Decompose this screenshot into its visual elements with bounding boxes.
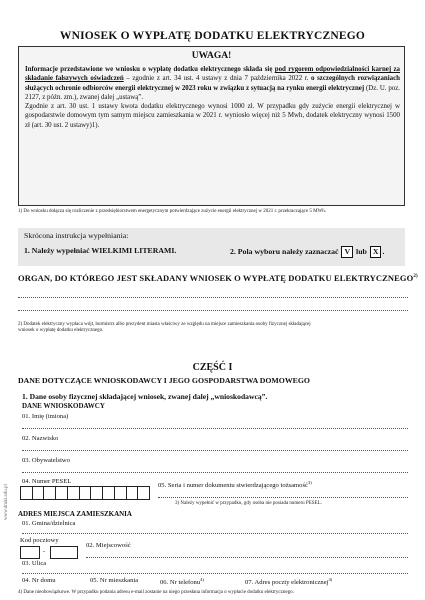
warning-text bbox=[25, 65, 400, 130]
watermark-text: www.druki.edu.pl bbox=[4, 484, 9, 520]
organ-sup: 2) bbox=[413, 274, 418, 280]
warning-p1-rest: – zgodnie z art. 34 ust. 4 ustawy z dnia 7 października 2022 r. bbox=[123, 75, 312, 83]
field-04-label: 04. Numer PESEL bbox=[22, 478, 72, 485]
warning-p1-bold-a: Informacje przedstawione we wniosku o wypłatę dodatku elektrycznego składa się bbox=[25, 66, 275, 73]
subsection-1-heading: 1. Dane osoby fizycznej składającej wniosek, zwanej dalej „wnioskodawcą”. bbox=[22, 392, 268, 401]
instructions-item-2 bbox=[230, 246, 384, 258]
address-04-label: 04. Nr domu bbox=[22, 577, 56, 584]
pesel-input[interactable] bbox=[20, 486, 150, 500]
address-02-input[interactable] bbox=[86, 557, 408, 558]
instructions-heading: Skrócona instrukcja wypełniania: bbox=[24, 231, 129, 240]
field-05-label-text: 05. Seria i numer dokumentu stwierdzającego tożsamość bbox=[158, 482, 308, 490]
field-05-sup: 3) bbox=[307, 480, 312, 485]
footnote-2: 2) Dodatek elektryczny wypłaca wójt, burmistrz albo prezydent miasta właściwy ze względu na miejsce zamieszkania osoby fizycznej składającej wniosek o wypłatę dodatku elektrycznego. bbox=[18, 322, 311, 333]
part-1-heading: CZĘŚĆ I bbox=[192, 362, 233, 373]
instructions-lub: lub bbox=[356, 247, 367, 256]
warning-heading: UWAGA! bbox=[191, 51, 232, 61]
address-07-sup: 4) bbox=[328, 577, 333, 582]
footnote-3: 3) Należy wypełnić w przypadku, gdy osoba nie posiada numeru PESEL. bbox=[175, 501, 322, 506]
instructions-item-1: 1. Należy wypełniać WIELKIMI LITERAMI. bbox=[24, 246, 177, 255]
instructions-box bbox=[18, 228, 405, 266]
applicant-heading: DANE WNIOSKODAWCY bbox=[22, 402, 105, 410]
address-03-label: 03. Ulica bbox=[22, 560, 47, 567]
warning-p2: Zgodnie z art. 30 ust. 1 ustawy kwota dodatku elektrycznego wynosi 1000 zł. W przypadku gdy zużycie energii elektrycznej w gospodarstwie domowym tym samym miejscu zamieszkania w 2021 r. wyniosło więcej niż 5 Mwh, dodatek elektryczny wynosi 1500 zł (art. 30 ust. 2 ustawy)1). bbox=[25, 103, 400, 129]
footnote-4: 4) Dane nieobowiązkowe. W przypadku podania adresu e-mail zostanie na niego przesłana informacja o wypłacie dodatku elektrycznego. bbox=[18, 590, 294, 595]
organ-heading-text: ORGAN, DO KTÓREGO JEST SKŁADANY WNIOSEK O WYPŁATĘ DODATKU ELEKTRYCZNEGO bbox=[18, 273, 414, 283]
field-05-label bbox=[158, 480, 312, 489]
warning-p1-bold-b: o szczególnych rozwiązaniach służących ochronie odbiorców energii elektrycznej w 2023 roku w związku z sytuacją na rynku energii elektrycznej bbox=[25, 75, 401, 92]
warning-box bbox=[18, 46, 405, 206]
warning-p1-bold-underlined: pod rygorem odpowiedzialności karnej za składanie fałszywych oświadczeń bbox=[25, 66, 400, 83]
address-06-sup: 4) bbox=[200, 577, 204, 582]
organ-input-line-2[interactable] bbox=[18, 310, 408, 311]
address-05-label: 05. Nr mieszkania bbox=[90, 577, 139, 584]
field-05-input[interactable] bbox=[158, 497, 408, 498]
field-02-label: 02. Nazwisko bbox=[22, 435, 59, 442]
footnote-1: 1) Do wniosku dołącza się rozliczenie z przedsiębiorstwem energetycznym potwierdzające zużycie energii elektrycznej w 2021 r. przekraczające 5 MWh. bbox=[18, 209, 327, 214]
address-07-label-text: 07. Adres poczty elektronicznej bbox=[245, 579, 329, 587]
section-heading: DANE DOTYCZĄCE WNIOSKODAWCY I JEGO GOSPODARSTWA DOMOWEGO bbox=[18, 376, 310, 385]
organ-heading bbox=[18, 273, 418, 283]
document-title: WNIOSEK O WYPŁATĘ DODATKU ELEKTRYCZNEGO bbox=[59, 30, 366, 42]
field-03-label: 03. Obywatelstwo bbox=[22, 457, 70, 464]
warning-p1-end: (Dz. U. poz. 2127, z późn. zm.), zwanej dalej „ustawą”. bbox=[25, 84, 400, 101]
field-01-input[interactable] bbox=[22, 428, 408, 429]
address-01-label: 01. Gmina/dzielnica bbox=[22, 520, 76, 527]
address-03-input[interactable] bbox=[22, 573, 408, 574]
address-01-input[interactable] bbox=[22, 533, 408, 534]
address-06-label bbox=[160, 577, 204, 586]
address-heading: ADRES MIEJSCA ZAMIESZKANIA bbox=[18, 510, 132, 518]
instructions-dot: . bbox=[382, 247, 385, 256]
postal-code-part-1[interactable] bbox=[20, 546, 40, 559]
field-02-input[interactable] bbox=[22, 450, 408, 451]
postal-code-label: Kod pocztowy bbox=[20, 537, 59, 544]
organ-input-line-1[interactable] bbox=[18, 297, 408, 298]
instructions-item-2-text: 2. Pola wyboru należy zaznaczać bbox=[230, 247, 339, 256]
address-02-label: 02. Miejscowość bbox=[86, 542, 131, 549]
field-03-input[interactable] bbox=[22, 472, 408, 473]
address-07-label bbox=[245, 577, 332, 586]
checkbox-sample-x: X bbox=[370, 246, 382, 258]
checkbox-sample-v: V bbox=[341, 246, 353, 258]
postal-code-part-2[interactable] bbox=[50, 546, 78, 559]
field-01-label: 01. Imię (imiona) bbox=[22, 413, 69, 420]
address-06-label-text: 06. Nr telefonu bbox=[160, 579, 201, 587]
postal-code-dash: - bbox=[43, 548, 46, 555]
